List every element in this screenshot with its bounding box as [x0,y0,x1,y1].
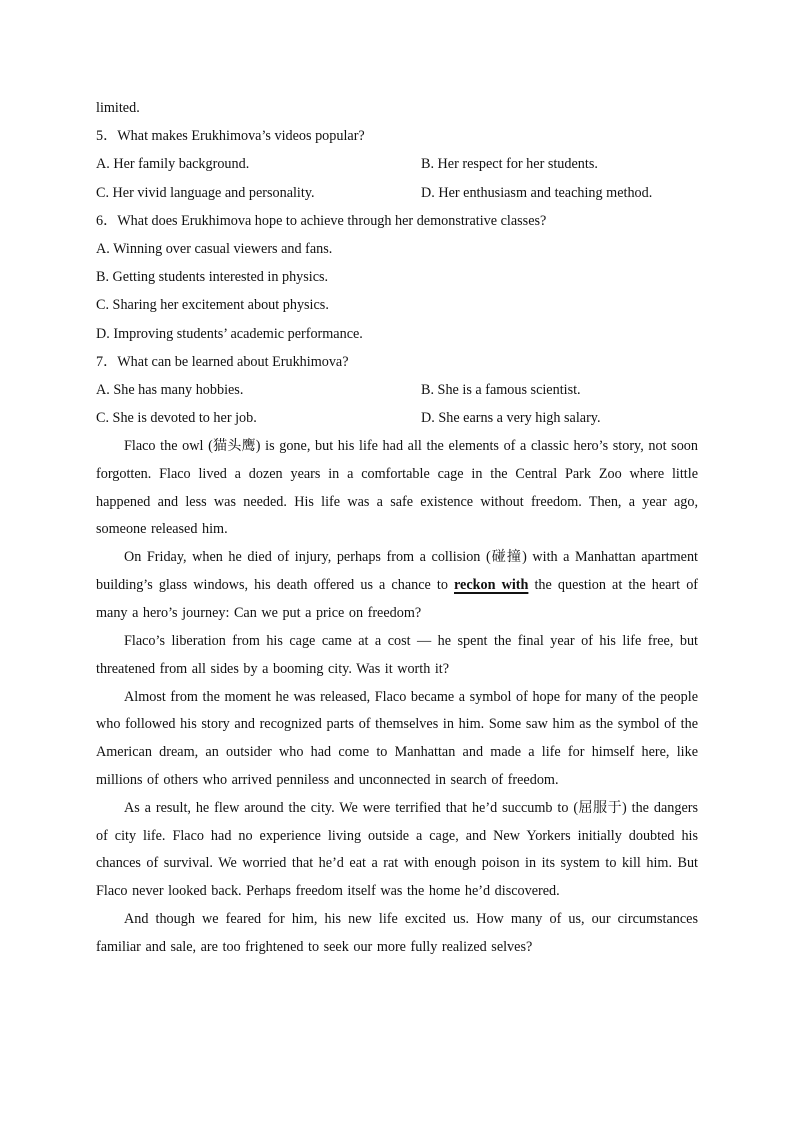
question-6-option-a: A. Winning over casual viewers and fans. [96,240,333,257]
question-7-option-c: C. She is devoted to her job. [96,410,257,427]
question-5-option-d: D. Her enthusiasm and teaching method. [421,184,653,201]
passage-paragraph-5 [96,795,698,906]
question-6-option-c: C. Sharing her excitement about physics. [96,297,329,314]
passage-paragraph-6 [96,906,698,961]
question-5-stem: 5．What makes Erukhimova’s videos popular? [96,128,365,145]
question-6-option-d: D. Improving students’ academic performance. [96,325,363,342]
passage-paragraph-4 [96,684,698,795]
question-7-options-row-2 [96,404,698,432]
passage-paragraph-5-text: As a result, he flew around the city. We were terrified that he’d succumb to (屈服于) the dangers of city life. Flaco had no experience living outside a cage, and New Yorkers initially doubted his chances of survival. We worried that he’d eat a rat with enough poison in its system to kill him. But Flaco never looked back. Perhaps freedom itself was the home he’d discovered. [96,799,698,900]
question-7-option-d: D. She earns a very high salary. [421,410,601,427]
passage-paragraph-3 [96,628,698,683]
question-6-stem: 6．What does Erukhimova hope to achieve through her demonstrative classes? [96,212,547,229]
question-5-options-row-1 [96,150,698,178]
passage-paragraph-6-text: And though we feared for him, his new life excited us. How many of us, our circumstances familiar and sale, are too frightened to seek our more fully realized selves? [96,911,698,955]
passage-paragraph-2-text-b: the question at the heart of many a hero’s journey: Can we put a price on freedom? [96,577,699,621]
question-7-options-row-1 [96,376,698,404]
question-7-option-a: A. She has many hobbies. [96,381,244,398]
passage-paragraph-2-text-a: On Friday, when he died of injury, perhaps from a collision (碰撞) with a Manhattan apartment building’s glass windows, his death offered us a chance to [96,549,698,594]
question-5-option-c: C. Her vivid language and personality. [96,184,315,201]
passage-paragraph-3-text: Flaco’s liberation from his cage came at a cost — he spent the final year of his life free, but threatened from all sides by a booming city. Was it worth it? [96,632,698,677]
passage-paragraph-1-text: Flaco the owl (猫头鹰) is gone, but his life had all the elements of a classic hero’s story, not soon forgotten. Flaco lived a dozen years in a comfortable cage in the Central Park Zoo where little happened and less was needed. His life was a safe existence without freedom. Then, a year ago, someone released him. [96,438,698,538]
question-5-option-a: A. Her family background. [96,156,250,173]
intro-fragment: limited. [96,100,140,116]
highlighted-phrase: reckon with [454,577,529,594]
document-page [96,94,698,962]
question-7-stem: 7．What can be learned about Erukhimova? [96,353,349,370]
question-5-option-b: B. Her respect for her students. [421,156,598,173]
passage-paragraph-4-text: Almost from the moment he was released, Flaco became a symbol of hope for many of the people who followed his story and recognized parts of themselves in him. Some saw him as the symbol of the American dream, an outsider who had come to Manhattan and made a life for himself here, like millions of others who arrived penniless and unconnected in search of freedom. [96,688,698,788]
question-7-option-b: B. She is a famous scientist. [421,381,581,398]
passage-paragraph-1 [96,433,698,544]
passage-paragraph-2 [96,544,698,627]
question-5-options-row-2 [96,179,698,207]
question-6-option-b: B. Getting students interested in physics. [96,269,329,286]
